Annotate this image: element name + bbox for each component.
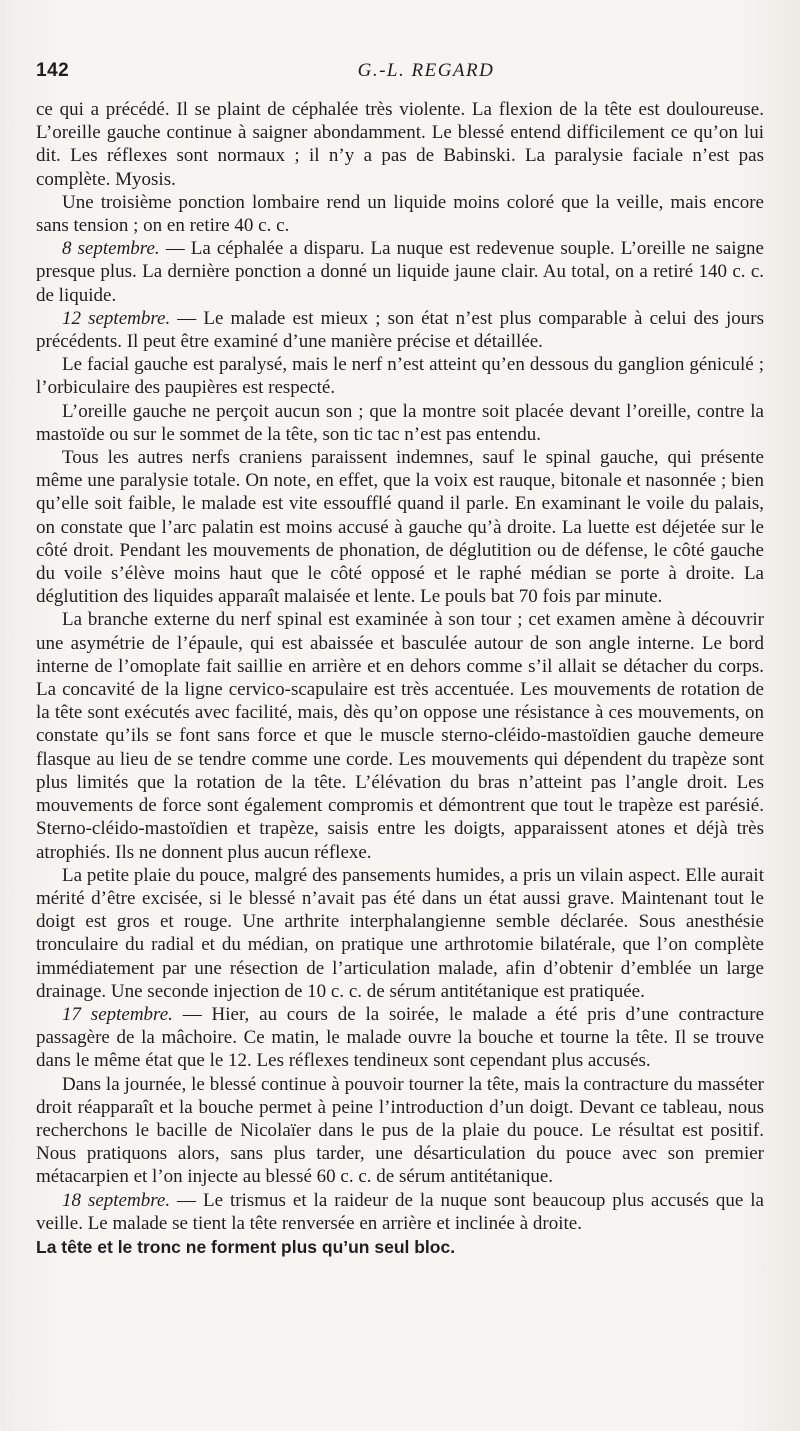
paragraph: 12 septembre. — Le malade est mieux ; son état n’est plus comparable à celui des jours précédents. Il peut être examiné d’une manière précise et détaillée. <box>36 307 764 353</box>
page-number: 142 <box>36 60 70 81</box>
paragraph: Tous les autres nerfs craniens paraissent indemnes, sauf le spinal gauche, qui présente même une paralysie totale. On note, en effet, que la voix est rauque, bitonale et nasonnée ; bien qu’elle soit faible, le malade est vite essoufflé quand il parle. En examinant le voile du palais, on constate que l’arc palatin est moins accusé à gauche qu’à droite. La luette est déjetée sur le côté droit. Pendant les mouvements de phonation, de déglutition ou de défense, le côté gauche du voile s’élève moins haut que le côté opposé et le raphé médian se porte à droite. La déglutition des liquides apparaît malaisée et lente. Le pouls bat 70 fois par minute. <box>36 447 764 608</box>
paragraph: Une troisième ponction lombaire rend un liquide moins coloré que la veille, mais encore sans tension ; on en retire 40 c. c. <box>36 191 764 237</box>
paragraph: 18 septembre. — Le trismus et la raideur de la nuque sont beaucoup plus accusés que la veille. Le malade se tient la tête renversée en arrière et inclinée à droite. <box>36 1189 764 1234</box>
entry-date: 18 septembre. <box>62 1189 171 1211</box>
final-bold-line: La tête et le tronc ne forment plus qu’un seul bloc. <box>36 1236 456 1257</box>
entry-date: 8 septembre. <box>62 238 160 260</box>
paragraph: 8 septembre. — La céphalée a disparu. La nuque est redevenue souple. L’oreille ne saigne presque plus. La dernière ponction a donné un liquide jaune clair. Au total, on a retiré 140 c. c. de liquide. <box>36 238 764 306</box>
paragraph: La branche externe du nerf spinal est examinée à son tour ; cet examen amène à découvrir une asymétrie de l’épaule, qui est abaissée et basculée autour de son angle interne. Le bord interne de l’omoplate fait saillie en arrière et en dehors comme s’il allait se détacher du corps. La concavité de la ligne cervico-scapulaire est très accentuée. Les mouvements de rotation de la tête sont exécutés avec facilité, mais, dès qu’on oppose une résistance à ces mouvements, on constate qu’ils se font sans force et que le muscle sterno-cléido-mastoïdien gauche demeure flasque au lieu de se tendre comme une corde. Les mouvements qui dépendent du trapèze sont plus limités que la rotation de la tête. L’élévation du bras n’atteint pas l’angle droit. Les mouvements de force sont également compromis et démontrent que tout le trapèze est parésié. Sterno-cléido-mastoïdien et trapèze, saisis entre les doigts, apparaissent atones et déjà très atrophiés. Ils ne donnent plus aucun réflexe. <box>36 609 764 863</box>
running-head: G.-L. REGARD <box>357 60 495 81</box>
paragraph: L’oreille gauche ne perçoit aucun son ; que la montre soit placée devant l’oreille, contre la mastoïde ou sur le sommet de la tête, son tic tac n’est pas entendu. <box>36 400 764 445</box>
entry-date: 17 septembre. <box>62 1003 173 1025</box>
paragraph: Dans la journée, le blessé continue à pouvoir tourner la tête, mais la contracture du masséter droit réapparaît et la bouche permet à peine l’introduction d’un doigt. Devant ce tableau, nous recherchons le bacille de Nicolaïer dans le pus de la plaie du pouce. Le résultat est positif. Nous pratiquons alors, sans plus tarder, une désarticulation du pouce avec son premier métacarpien et l’on injecte au blessé 60 c. c. de sérum antitétanique. <box>36 1073 764 1188</box>
paragraph: Le facial gauche est paralysé, mais le nerf n’est atteint qu’en dessous du ganglion géniculé ; l’orbiculaire des paupières est respecté. <box>36 354 764 399</box>
paragraph: ce qui a précédé. Il se plaint de céphalée très violente. La flexion de la tête est douloureuse. L’oreille gauche continue à saigner abondamment. Le blessé entend difficilement ce qu’on lui dit. Les réflexes sont normaux ; il n’y a pas de Babinski. La paralysie faciale n’est pas complète. Myosis. <box>36 99 764 190</box>
page-header <box>36 60 764 88</box>
paragraph: La petite plaie du pouce, malgré des pansements humides, a pris un vilain aspect. Elle aurait mérité d’être excisée, si le blessé n’avait pas été dans un état aussi grave. Maintenant tout le doigt est gros et rouge. Une arthrite interphalangienne semble déclarée. Sous anesthésie tronculaire du radial et du médian, on pratique une arthrotomie bilatérale, que l’on complète immédiatement par une résection de l’articulation malade, afin d’obtenir d’emblée un large drainage. Une seconde injection de 10 c. c. de sérum antitétanique est pratiquée. <box>36 864 764 1002</box>
body-text <box>36 98 764 1259</box>
paragraph: 17 septembre. — Hier, au cours de la soirée, le malade a été pris d’une contracture passagère de la mâchoire. Ce matin, le malade ouvre la bouche et tourne la tête. Il se trouve dans le même état que le 12. Les réflexes tendineux sont cependant plus accusés. <box>36 1003 764 1072</box>
entry-date: 12 septembre. <box>62 307 171 329</box>
